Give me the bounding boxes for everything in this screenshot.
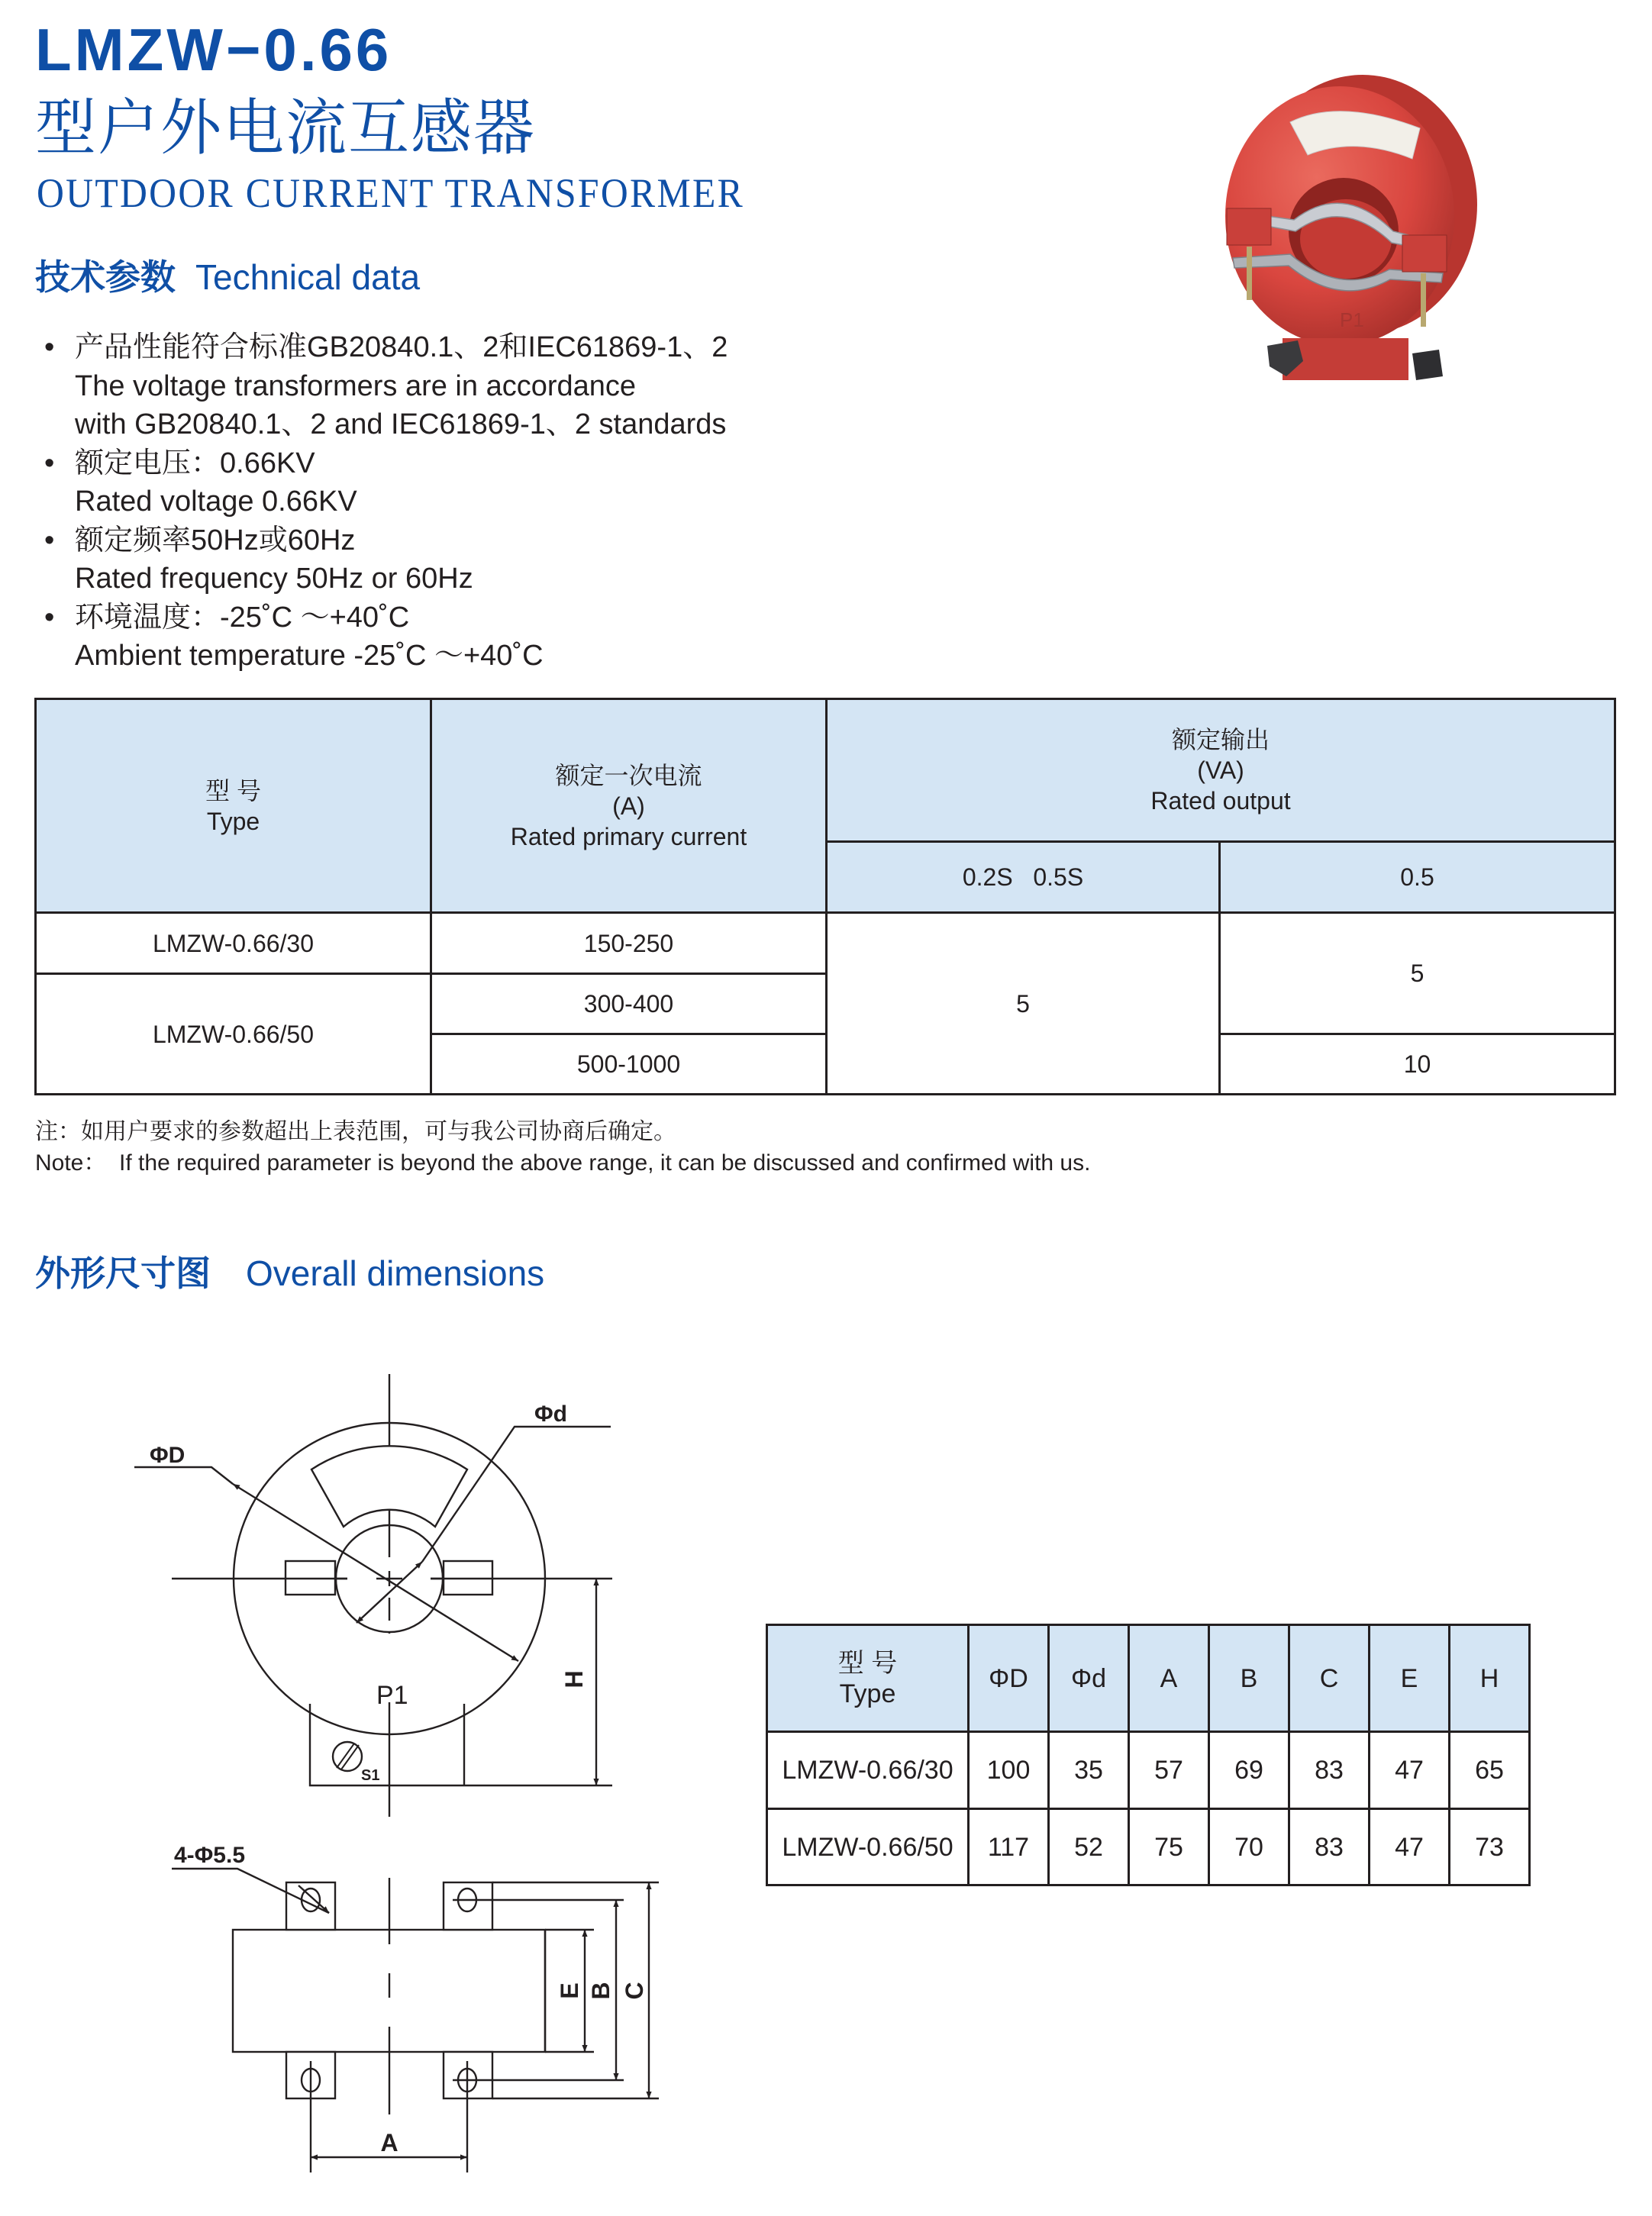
header-type-cn: 型 号 — [205, 776, 261, 805]
dim-cell-type: LMZW-0.66/50 — [767, 1809, 969, 1885]
label-s1: S1 — [361, 1767, 380, 1784]
dim-header-type-cn: 型 号 — [837, 1648, 898, 1678]
label-e: E — [556, 1982, 583, 1999]
header-output-unit: (VA) — [1197, 756, 1244, 784]
dimensions-table — [766, 1624, 1531, 1886]
dim-cell: 100 — [969, 1732, 1049, 1809]
spec-rated-frequency-cn: 额定频率50Hz或60Hz — [75, 524, 356, 556]
dim-cell: 52 — [1049, 1809, 1129, 1885]
technical-data-heading — [35, 256, 421, 298]
header-current-cn: 额定一次电流 — [555, 761, 702, 789]
spec-rated-voltage-en: Rated voltage 0.66KV — [75, 485, 357, 518]
dim-cell: 69 — [1209, 1732, 1289, 1809]
product-model-title: LMZW−0.66 — [35, 16, 392, 83]
dim-cell: 35 — [1049, 1732, 1129, 1809]
header-current-en: Rated primary current — [510, 822, 747, 850]
spec-ambient-temperature-cn: 环境温度：-25˚C ～+40˚C — [75, 601, 410, 634]
header-type-en: Type — [206, 807, 260, 835]
output-class-a-cell: 5 — [827, 913, 1220, 1095]
current-cell: 150-250 — [431, 913, 827, 974]
label-p1: P1 — [376, 1681, 408, 1710]
technical-data-list — [40, 328, 728, 676]
class-a-label: 0.2S 0.5S — [962, 863, 1084, 891]
mounting-tab — [444, 1882, 492, 1930]
output-class-b-cell: 10 — [1220, 1034, 1615, 1095]
spec-rated-voltage-cn: 额定电压：0.66KV — [75, 447, 315, 479]
technical-data-heading-en: Technical data — [195, 257, 421, 297]
dim-cell: 73 — [1450, 1809, 1530, 1885]
label-a: A — [380, 2129, 398, 2156]
dim-header-c: C — [1289, 1625, 1370, 1732]
spec-standards-en-2: with GB20840.1、2 and IEC61869-1、2 standards — [75, 408, 727, 440]
overall-dimensions-heading — [35, 1253, 545, 1294]
bullet-dot: • — [44, 331, 55, 363]
dim-header-h: H — [1450, 1625, 1530, 1732]
header-current-unit: (A) — [612, 792, 645, 820]
header-output-en: Rated output — [1150, 787, 1291, 814]
header-class-0.2s-0.5s — [827, 842, 1220, 913]
outer-diameter-leader — [134, 1467, 233, 1484]
label-inner-diameter: Φd — [534, 1402, 567, 1427]
rated-parameters-table — [34, 698, 1616, 1095]
dim-cell: 117 — [969, 1809, 1049, 1885]
header-rated-primary-current — [431, 699, 827, 913]
technical-data-heading-cn: 技术参数 — [35, 256, 176, 298]
label-b: B — [587, 1982, 615, 2000]
spec-standards-en-1: The voltage transformers are in accordance — [75, 369, 637, 402]
note-en: Note： If the required parameter is beyond the above range, it can be discussed and confirmed with us. — [35, 1150, 1091, 1176]
terminal-screw-icon — [333, 1742, 362, 1771]
dim-header-outer-diameter: ΦD — [969, 1625, 1049, 1732]
dim-header-inner-diameter: Φd — [1049, 1625, 1129, 1732]
label-holes: 4-Φ5.5 — [174, 1843, 246, 1868]
dim-cell: 65 — [1450, 1732, 1530, 1809]
output-class-b-cell: 5 — [1220, 913, 1615, 1034]
header-class-0.5: 0.5 — [1220, 842, 1615, 913]
dim-cell: 47 — [1370, 1809, 1450, 1885]
table-row — [767, 1732, 1530, 1809]
spec-rated-frequency — [40, 521, 728, 598]
current-cell: 500-1000 — [431, 1034, 827, 1095]
header-output-cn: 额定输出 — [1171, 726, 1270, 753]
dim-cell-type: LMZW-0.66/30 — [767, 1732, 969, 1809]
spec-standards-cn: 产品性能符合标准GB20840.1、2和IEC61869-1、2 — [75, 331, 728, 363]
bullet-dot: • — [44, 447, 55, 479]
spec-ambient-temperature — [40, 598, 728, 676]
spec-ambient-temperature-en: Ambient temperature -25˚C ～+40˚C — [75, 640, 544, 672]
dim-header-type — [767, 1625, 969, 1732]
dim-header-type-en: Type — [839, 1679, 896, 1708]
dim-header-b: B — [1209, 1625, 1289, 1732]
dim-cell: 70 — [1209, 1809, 1289, 1885]
dim-cell: 83 — [1289, 1809, 1370, 1885]
type-cell: LMZW-0.66/30 — [36, 913, 431, 974]
bottom-view — [172, 1869, 659, 2172]
dim-cell: 57 — [1129, 1732, 1209, 1809]
header-rated-output — [827, 699, 1615, 842]
product-title-chinese: 型户外电流互感器 — [35, 92, 536, 163]
spec-standards — [40, 328, 728, 444]
note — [35, 1116, 1090, 1179]
dim-cell: 75 — [1129, 1809, 1209, 1885]
dim-header-e: E — [1370, 1625, 1450, 1732]
overall-dimensions-heading-cn: 外形尺寸图 — [35, 1253, 211, 1294]
photo-p1-marking: P1 — [1340, 308, 1364, 331]
dim-cell: 47 — [1370, 1732, 1450, 1809]
current-cell: 300-400 — [431, 974, 827, 1034]
dim-cell: 83 — [1289, 1732, 1370, 1809]
spec-rated-voltage — [40, 444, 728, 521]
overall-dimensions-heading-en: Overall dimensions — [246, 1253, 545, 1293]
front-view — [134, 1374, 612, 1817]
label-h: H — [560, 1670, 588, 1689]
dimension-drawing — [0, 1359, 763, 2216]
table-row — [767, 1809, 1530, 1885]
bullet-dot: • — [44, 601, 55, 634]
table-row — [36, 913, 1615, 974]
spec-rated-frequency-en: Rated frequency 50Hz or 60Hz — [75, 563, 473, 595]
bullet-dot: • — [44, 524, 55, 556]
header-type — [36, 699, 431, 913]
mounting-tab — [286, 1882, 335, 1930]
type-cell: LMZW-0.66/50 — [36, 974, 431, 1095]
product-photo — [1210, 52, 1481, 399]
dim-header-a: A — [1129, 1625, 1209, 1732]
label-outer-diameter: ΦD — [150, 1443, 186, 1468]
product-title-english: OUTDOOR CURRENT TRANSFORMER — [37, 170, 745, 216]
label-c: C — [621, 1982, 648, 2000]
note-cn: 注：如用户要求的参数超出上表范围，可与我公司协商后确定。 — [35, 1119, 676, 1144]
